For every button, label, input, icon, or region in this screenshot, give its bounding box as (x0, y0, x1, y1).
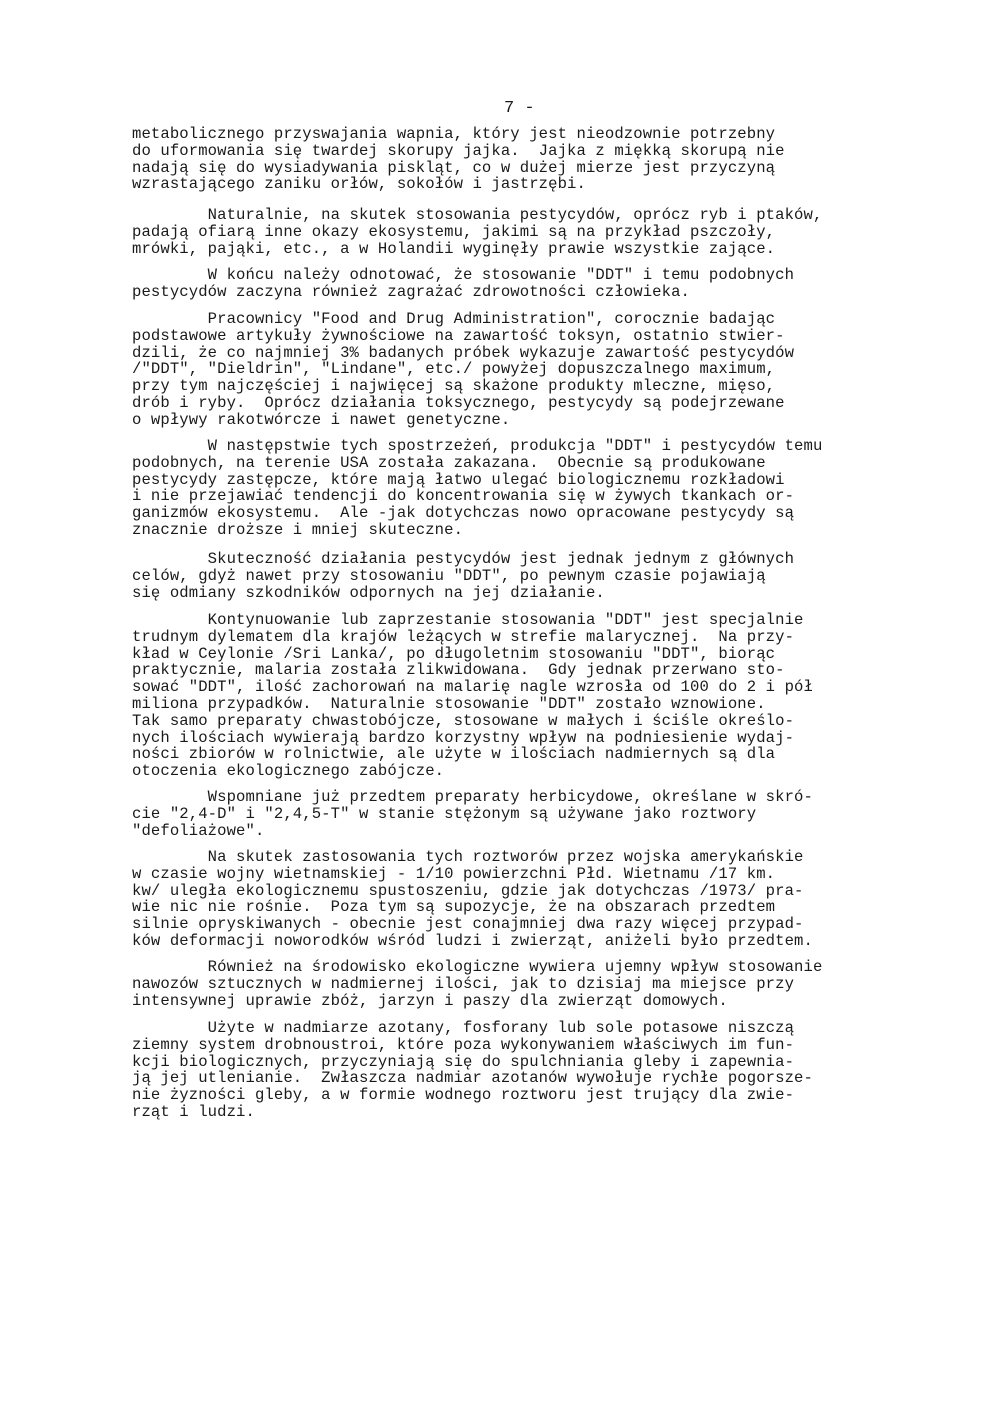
page-number: 7 - (504, 99, 535, 118)
paragraph: W końcu należy odnotować, że stosowanie "DDT" i temu podobnych pestycydów zaczyna również zagrażać zdrowotności człowieka. (132, 266, 795, 301)
paragraph: Użyte w nadmiarze azotany, fosforany lub sole potasowe niszczą ziemny system drobnoustroi, które poza wykonywaniem właściwych im fun- kcji biologicznych, przyczyniają się do spulchniania gleby i zapewnia- ją jej utlenianie. Zwłaszcza nadmiar azotanów wywołuje rychłe pogorsze- nie żyzności gleby, a w formie wodnego roztworu jest trujący dla zwie- rząt i ludzi. (132, 1019, 813, 1121)
paragraph: W następstwie tych spostrzeżeń, produkcja "DDT" i pestycydów temu podobnych, na terenie USA została zakazana. Obecnie są produkowane pestycydy zastępcze, które mają łatwo ulegać biologicznemu rozkładowi i nie przejawiać tendencji do koncentrowania się w żywych tkankach or- ganizmów ekosystemu. Ale -jak dotychczas nowo opracowane pestycydy są znacznie droższe i mniej skuteczne. (132, 437, 823, 539)
paragraph: Również na środowisko ekologiczne wywiera ujemny wpływ stosowanie nawozów sztucznych w nadmiernej ilości, jak to dzisiaj ma miejsce przy intensywnej uprawie zbóż, jarzyn i paszy dla zwierząt domowych. (132, 958, 823, 1010)
paragraph: Skuteczność działania pestycydów jest jednak jednym z głównych celów, gdyż nawet przy stosowaniu "DDT", po pewnym czasie pojawiają się odmiany szkodników odpornych na jej działanie. (132, 550, 795, 602)
paragraph: Wspomniane już przedtem preparaty herbicydowe, określane w skró- cie "2,4-D" i "2,4,5-T" w stanie stężonym są używane jako roztwory "defoliażowe". (132, 788, 813, 840)
paragraph: Kontynuowanie lub zaprzestanie stosowania "DDT" jest specjalnie trudnym dylematem dla krajów leżących w strefie malarycznej. Na przy- kład w Ceylonie /Sri Lanka/, po długoletnim stosowaniu "DDT", biorąc praktycznie, malaria została zlikwidowana. Gdy jednak przerwano sto- sować "DDT", ilość zachorowań na malarię nagle wzrosła od 100 do 2 i pół miliona przypadków. Naturalnie stosowanie "DDT" zostało wznowione. Tak samo preparaty chwastobójcze, stosowane w małych i ściśle określo- nych ilościach wywierają bardzo korzystny wpływ na podniesienie wydaj- ności zbiorów w rolnictwie, ale użyte w ilościach nadmiernych są dla otoczenia ekologicznego zabójcze. (132, 611, 813, 781)
paragraph-continuation: metabolicznego przyswajania wapnia, który jest nieodzownie potrzebny do uformowania się twardej skorupy jajka. Jajka z miękką skorupą nie nadają się do wysiadywania piskląt, co w dużej mierze jest przyczyną wzrastającego zaniku orłów, sokołów i jastrzębi. (132, 125, 785, 194)
paragraph: Pracownicy "Food and Drug Administration", corocznie badając podstawowe artykuły żywnościowe na zawartość toksyn, ostatnio stwier- dzili, że co najmniej 3% badanych próbek wykazuje zawartość pestycydów /"DDT", "Dieldrin", "Lindane", etc./ powyżej dopuszczalnego maximum, przy tym najczęściej i najwięcej są skażone produkty mleczne, mięso, drób i ryby. Oprócz działania toksycznego, pestycydy są podejrzewane o wpływy rakotwórcze i nawet genetyczne. (132, 310, 795, 429)
paragraph: Na skutek zastosowania tych roztworów przez wojska amerykańskie w czasie wojny wietnamskiej - 1/10 powierzchni Płd. Wietnamu /17 km. kw/ uległa ekologicznemu spustoszeniu, gdzie jak dotychczas /1973/ pra- wie nic nie rośnie. Poza tym są supozycje, że na obszarach przedtem silnie opryskiwanych - obecnie jest conajmniej dwa razy więcej przypad- ków deformacji noworodków wśród ludzi i zwierząt, aniżeli było przedtem. (132, 848, 813, 950)
paragraph: Naturalnie, na skutek stosowania pestycydów, oprócz ryb i ptaków, padają ofiarą inne okazy ekosystemu, jakimi są na przykład pszczoły, mrówki, pająki, etc., a w Holandii wyginęły prawie wszystkie zające. (132, 206, 823, 258)
